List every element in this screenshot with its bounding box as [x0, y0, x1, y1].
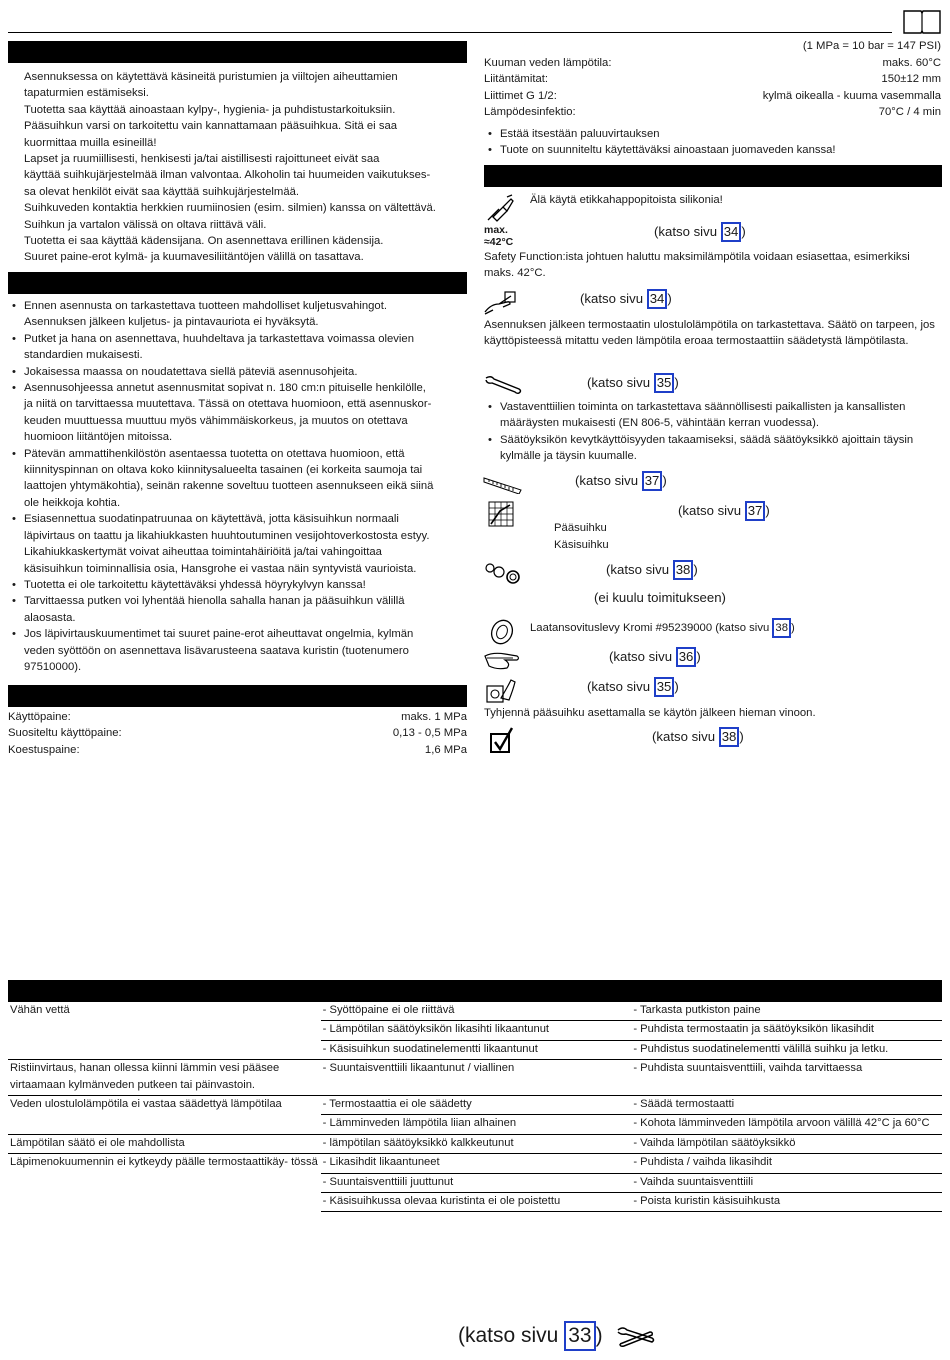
silicone-warning: Älä käytä etikkahappopitoista silikonia! — [530, 194, 723, 206]
cause-text: - Käsisuihkun suodatinelementti likaantunut — [322, 1042, 538, 1055]
safety-text — [24, 69, 468, 266]
tile-plate-icon — [489, 618, 515, 646]
install-bullet-line: • Jos läpivirtauskuumentimet tai suuret paine-erot aiheuttavat ongelmia, kylmän — [24, 628, 414, 641]
cause-cell — [321, 1173, 632, 1192]
techdata-key: Lämpödesinfektio: — [484, 106, 576, 119]
install-bullet-line: • Jokaisessa maassa on noudatettava siellä päteviä asennusohjeita. — [24, 365, 358, 378]
wrench-icon — [483, 374, 523, 396]
cause-text: - Suuntaisventtiili juuttunut — [322, 1175, 454, 1188]
techdata-value: maks. 1 MPa — [401, 711, 467, 723]
section-bar-safety — [8, 41, 467, 63]
ref-5: (katso sivu 37 ) — [678, 501, 770, 521]
install-bullet-line: ja niitä on tarvittaessa muutettava. Tässä on otettava huomioon, että asennuskor- — [24, 398, 432, 411]
cause-cell — [321, 1154, 632, 1173]
install-bullet — [8, 364, 468, 380]
techdata-key: Liittimet G 1/2: — [484, 89, 557, 102]
cause-cell — [321, 1021, 632, 1040]
page-link-5[interactable]: 37 — [745, 501, 766, 521]
install-bullet — [8, 446, 468, 512]
fix-text: - Tarkasta putkiston paine — [633, 1004, 761, 1016]
page-link-2[interactable]: 34 — [647, 289, 668, 309]
techdata-key: Käyttöpaine: — [8, 711, 71, 723]
install-bullet-line: • Tarvittaessa putken voi lyhentää hienolla sahalla hanan ja pääsuihkun välillä — [24, 595, 405, 608]
safety-line: käyttää suihkujärjestelmää ilman valvontaa. Alkoholin tai huumeiden vaikutukses- — [24, 169, 431, 182]
install-bullet-line: Asennuksen jälkeen kuljetus- ja pintavauriota ei hyväksytä. — [24, 316, 319, 329]
cause-text: - Lämminveden lämpötila liian alhainen — [322, 1117, 517, 1130]
thermostat-check-text: Asennuksen jälkeen termostaatin ulostulolämpötila on tarkastettava. Säätö on tarpeen, jos käyttöpisteessä mitattu veden lämpötila eroaa termostaattiin säädetystä lämpötilasta. — [484, 319, 935, 348]
troubleshooting-row — [8, 1173, 942, 1192]
troubleshooting-table — [8, 1002, 942, 1212]
problem-cell: Vähän vettä — [10, 1004, 70, 1016]
install-bullet-line: kiinnityspinnan on oltava koko kiinnitysalueelta tasainen (ei korkeita saumoja tai — [24, 464, 423, 477]
install-bullet-line: • Asennusohjeessa annetut asennusmitat sopivat n. 180 cm:n pituiselle henkilölle, — [24, 382, 426, 395]
fix-cell — [631, 1115, 942, 1134]
flow-diagram-icon — [488, 501, 514, 527]
techdata-value: 70°C / 4 min — [878, 106, 941, 119]
problem-cell: Läpimenokuumennin ei kytkeydy päälle termostaattikäy- tössä — [8, 1154, 321, 1173]
cause-cell — [321, 1002, 632, 1021]
install-bullet — [8, 626, 468, 675]
handle-hand-icon — [485, 676, 517, 704]
fix-cell — [631, 1134, 942, 1153]
cleaning-hand-icon — [483, 648, 521, 672]
techdata-bullet: • Estää itsestään paluuvirtauksen — [484, 126, 941, 142]
problem-cell — [8, 1193, 321, 1212]
section-bar-right — [484, 165, 942, 187]
problem-cell — [8, 1040, 321, 1059]
cause-text: - Likasihdit likaantuneet — [322, 1156, 440, 1169]
techdata-value: 1,6 MPa — [424, 743, 467, 756]
max-temp-icon: max. ≈42°C — [484, 224, 514, 248]
ruler-icon — [483, 472, 523, 494]
install-bullet-line: Likahiukkaskertymät voivat aiheuttaa toimintahäiriöitä ja/tai vahingoittaa — [24, 546, 382, 559]
cause-cell — [321, 1193, 632, 1212]
install-bullet-line: • Putket ja hana on asennettava, huuhdeltava ja tarkastettava voimassa olevien — [24, 332, 414, 345]
fix-text: - Poista kuristin käsisuihkusta — [633, 1195, 781, 1208]
footer-page-ref: (katso sivu 33 ) — [458, 1318, 648, 1352]
techdata-row — [484, 88, 941, 104]
techdata-key: Kuuman veden lämpötila: — [484, 57, 612, 69]
install-bullet-line: 97510000). — [24, 660, 82, 673]
techdata-key: Suositeltu käyttöpaine: — [8, 727, 122, 740]
techdata-list — [8, 709, 467, 758]
ref-4: (katso sivu 37 ) — [575, 471, 667, 491]
troubleshooting-row — [8, 1002, 942, 1021]
page-link-4[interactable]: 37 — [642, 471, 663, 491]
install-bullet — [8, 380, 468, 446]
section-bar-troubleshooting — [8, 980, 942, 1002]
install-bullet — [8, 331, 468, 364]
troubleshooting-row — [8, 1154, 942, 1173]
safety-line: Lapset ja ruumiillisesti, henkisesti ja/tai aistillisesti rajoittuneet eivät saa — [24, 153, 380, 166]
silicone-gun-icon — [485, 193, 515, 223]
cause-text: - lämpötilan säätöyksikkö kalkkeutunut — [322, 1136, 514, 1149]
techdata-value: kylmä oikealla - kuuma vasemmalla — [762, 89, 941, 102]
header-rule — [8, 32, 892, 33]
install-bullet-line: laattojen yhtymäkohtia), seinän rakenne soveltuu tuotteen asennukseen eikä siinä — [24, 480, 434, 493]
install-bullet — [8, 511, 468, 577]
safety-line: Asennuksessa on käytettävä käsineitä puristumien ja viiltojen aiheuttamien — [24, 71, 398, 83]
troubleshooting-row — [8, 1096, 942, 1115]
safety-line: Tuotetta ei saa käyttää kädensijana. On asennettava erillinen kädensija. — [24, 235, 384, 248]
techdata-row — [8, 709, 467, 725]
page-link-1[interactable]: 34 — [721, 222, 742, 242]
fix-cell — [631, 1021, 942, 1040]
techdata-bullet: • Tuote on suunniteltu käytettäväksi ainoastaan juomaveden kanssa! — [484, 142, 941, 158]
footer-page-link[interactable]: 33 — [564, 1321, 595, 1351]
safety-line: kuormittaa muilla esineillä! — [24, 136, 157, 149]
ref-3: (katso sivu 35 ) — [587, 373, 679, 393]
install-bullet-line: veden syöttöön on asennettava lisävarusteena saatava kuristin (tuotenumero — [24, 644, 409, 657]
page-link-10[interactable]: 38 — [719, 727, 740, 747]
techdata-row — [484, 55, 941, 71]
ref-2: (katso sivu 34 ) — [580, 289, 672, 309]
fix-cell — [631, 1154, 942, 1173]
drain-text: Tyhjennä pääsuihku asettamalla se käytön jälkeen hieman vinoon. — [484, 707, 816, 719]
cause-cell — [321, 1096, 632, 1115]
page-link-9[interactable]: 35 — [654, 677, 675, 697]
install-bullet-line: standardien mukaisesti. — [24, 349, 143, 362]
safety-line: Suihkun ja vartalon välissä on oltava riittävä väli. — [24, 218, 267, 231]
ref-8: (katso sivu 36 ) — [609, 647, 701, 667]
techdata-row — [484, 104, 941, 120]
ref-10: (katso sivu 38 ) — [652, 727, 744, 747]
problem-cell — [8, 1021, 321, 1040]
checkbox-icon — [489, 726, 515, 754]
page-link-7[interactable]: 38 — [772, 618, 791, 638]
conversion-note: (1 MPa = 10 bar = 147 PSI) — [802, 40, 941, 52]
techdata-key: Koestuspaine: — [8, 743, 80, 756]
fix-text: - Vaihda lämpötilan säätöyksikkö — [633, 1136, 796, 1149]
fix-cell — [631, 1060, 942, 1096]
page-link-6[interactable]: 38 — [673, 560, 694, 580]
service-bullet: • Säätöyksikön kevytkäyttöisyyden takaamiseksi, säädä säätöyksikkö ajoittain täysin kylmälle ja täysin kuumalle. — [484, 432, 942, 465]
install-bullet — [8, 593, 468, 626]
techdata-row — [8, 725, 467, 741]
spare-parts-icon — [484, 560, 522, 586]
install-bullet-line: alaosasta. — [24, 611, 76, 624]
techdata-row — [8, 742, 467, 758]
install-bullet-line: käsisuihkun toiminnallisia osia, Hansgrohe ei vastaa näin syntyvistä vaurioista. — [24, 562, 417, 575]
troubleshooting-row — [8, 1060, 942, 1096]
techdata-key: Liitäntämitat: — [484, 73, 549, 86]
section-bar-install — [8, 272, 467, 294]
techdata-value: 0,13 - 0,5 MPa — [392, 727, 467, 740]
ref-9: (katso sivu 35 ) — [587, 677, 679, 697]
techdata-value: 150±12 mm — [881, 73, 941, 86]
fix-cell — [631, 1173, 942, 1192]
install-bullet-line: • Ennen asennusta on tarkastettava tuotteen mahdolliset kuljetusvahingot. — [24, 300, 387, 312]
cause-cell — [321, 1040, 632, 1059]
install-bullet-line: läpivirtaus on taattu ja likahiukkasten huuhtoutuminen vesijohtoverkostosta estyy. — [24, 529, 430, 542]
fix-text: - Säädä termostaatti — [633, 1098, 735, 1111]
safety-line: Suihkuveden kontaktia herkkien ruumiinosien (esim. silmien) kanssa on vältettävä. — [24, 202, 436, 215]
main-shower-label: Pääsuihku — [554, 522, 607, 534]
techdata-row — [484, 71, 941, 87]
troubleshooting-row — [8, 1193, 942, 1212]
fix-text: - Vaihda suuntaisventtiili — [633, 1175, 754, 1188]
not-included-note: (ei kuulu toimitukseen) — [594, 590, 726, 605]
thermostat-hand-icon — [483, 290, 519, 316]
fix-cell — [631, 1193, 942, 1212]
techdata-value: maks. 60°C — [882, 57, 941, 69]
page-link-3[interactable]: 35 — [654, 373, 675, 393]
fix-text: - Puhdista termostaatin ja säätöyksikön likasihdit — [633, 1023, 874, 1036]
install-bullet-line: keuden muuttuessa muuttuu myös vähimmäiskorkeus, ja muutos on otettava — [24, 414, 408, 427]
fix-cell — [631, 1096, 942, 1115]
techdata-list-2 — [484, 55, 941, 121]
cause-cell — [321, 1115, 632, 1134]
hand-shower-label: Käsisuihku — [554, 539, 609, 551]
problem-cell: Ristiinvirtaus, hanan ollessa kiinni lämmin vesi pääsee virtaamaan kylmänveden putkeen tai päinvastoin. — [8, 1060, 321, 1096]
problem-cell — [8, 1173, 321, 1192]
install-bullet-line: huomioon liitäntöjen mitoissa. — [24, 431, 173, 444]
fix-text: - Puhdista / vaihda likasihdit — [633, 1156, 773, 1169]
safety-function-text: Safety Function:ista johtuen haluttu maksimilämpötila voidaan esiasettaa, esimerkiksi maks. 42°C. — [484, 251, 910, 280]
fix-cell — [631, 1040, 942, 1059]
fix-text: - Puhdista suuntaisventtiili, vaihda tarvittaessa — [633, 1062, 863, 1075]
cause-text: - Syöttöpaine ei ole riittävä — [322, 1004, 455, 1016]
install-bullet-line: ole heikkoja kohtia. — [24, 496, 121, 509]
fix-text: - Kohota lämminveden lämpötila arvoon välillä 42°C ja 60°C — [633, 1117, 930, 1130]
cause-cell — [321, 1060, 632, 1096]
troubleshooting-row — [8, 1115, 942, 1134]
cause-text: - Käsisuihkussa olevaa kuristinta ei ole poistettu — [322, 1195, 561, 1208]
cause-cell — [321, 1134, 632, 1153]
cause-text: - Lämpötilan säätöyksikön likasihti likaantunut — [322, 1023, 550, 1036]
service-bullets — [484, 399, 942, 465]
tile-plate-text: Laatansovituslevy Kromi #95239000 (katso sivu 38 ) — [530, 618, 795, 638]
problem-cell: Lämpötilan säätö ei ole mahdollista — [8, 1134, 321, 1153]
section-bar-techdata — [8, 685, 467, 707]
techdata-bullets — [484, 126, 941, 159]
service-bullet: • Vastaventtiilien toiminta on tarkastettava säännöllisesti paikallisten ja kansallisten määräysten mukaisesti (EN 806-5, vähintään kerran vuodessa). — [484, 399, 942, 432]
problem-cell: Veden ulostulolämpötila ei vastaa säädettyä lämpötilaa — [8, 1096, 321, 1115]
tools-icon — [616, 1324, 656, 1348]
fix-cell — [631, 1002, 942, 1021]
install-list — [8, 298, 468, 675]
cause-text: - Suuntaisventtiili likaantunut / viallinen — [322, 1062, 515, 1075]
problem-cell — [8, 1115, 321, 1134]
safety-line: Tuotetta saa käyttää ainoastaan kylpy-, hygienia- ja puhdistustarkoituksiin. — [24, 103, 396, 116]
cause-text: - Termostaattia ei ole säädetty — [322, 1098, 472, 1111]
troubleshooting-row — [8, 1040, 942, 1059]
install-bullet-line: • Esiasennettua suodatinpatruunaa on käytettävä, jotta käsisuihkun normaali — [24, 513, 399, 526]
install-bullet-line: • Pätevän ammattihenkilöstön asentaessa tuotetta on otettava huomioon, että — [24, 447, 405, 460]
safety-line: tapaturmien estämiseksi. — [24, 87, 149, 100]
install-bullet — [8, 577, 468, 593]
page-link-8[interactable]: 36 — [676, 647, 697, 667]
book-icon — [903, 8, 941, 34]
fix-text: - Puhdistus suodatinelementti välillä suihku ja letku. — [633, 1042, 889, 1055]
safety-line: sa olevat henkilöt eivät saa käyttää suihkujärjestelmää. — [24, 185, 300, 198]
safety-line: Pääsuihkun varsi on tarkoitettu vain kannattamaan pääsuihkua. Sitä ei saa — [24, 120, 398, 133]
ref-6: (katso sivu 38 ) — [606, 560, 698, 580]
troubleshooting-row — [8, 1134, 942, 1153]
install-bullet — [8, 298, 468, 331]
safety-line: Suuret paine-erot kylmä- ja kuumavesiliitäntöjen välillä on tasattava. — [24, 251, 364, 264]
troubleshooting-row — [8, 1021, 942, 1040]
install-bullet-line: • Tuotetta ei ole tarkoitettu käytettäväksi yhdessä höyrykylvyn kanssa! — [24, 578, 366, 591]
ref-1: (katso sivu 34 ) — [654, 222, 746, 242]
